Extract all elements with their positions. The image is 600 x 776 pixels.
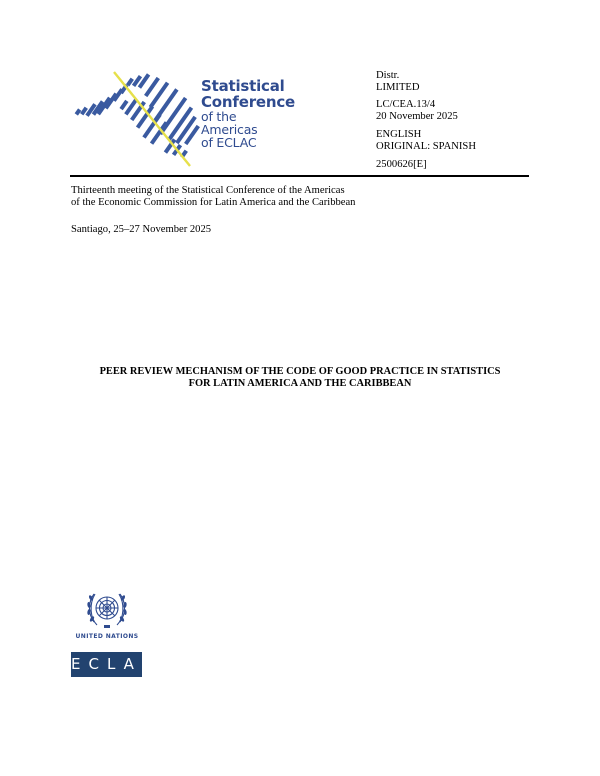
conference-logo	[72, 70, 296, 168]
conference-logo-text	[201, 78, 295, 149]
document-date: 20 November 2025	[376, 111, 458, 122]
logo-line-1: Statistical	[201, 77, 285, 95]
document-code: 2500626[E]	[376, 159, 427, 170]
place-and-date: Santiago, 25–27 November 2025	[71, 224, 212, 235]
distr-label: Distr.	[376, 70, 400, 81]
original-language: ORIGINAL: SPANISH	[376, 141, 476, 152]
title-line-2: FOR LATIN AMERICA AND THE CARIBBEAN	[188, 378, 412, 389]
title-line-1: PEER REVIEW MECHANISM OF THE CODE OF GOOD PRACTICE IN STATISTICS	[99, 366, 501, 377]
americas-map-graphic	[72, 70, 200, 168]
logo-line-3: of the Americas	[201, 109, 258, 137]
logo-line-4: of ECLAC	[201, 135, 257, 150]
meeting-info	[71, 185, 471, 209]
document-symbol: LC/CEA.13/4	[376, 99, 436, 110]
document-language: ENGLISH	[376, 129, 422, 140]
eclac-logo-text: ECLAC	[71, 655, 161, 673]
header-rule	[70, 175, 529, 177]
logo-line-2: Conference	[201, 93, 296, 111]
document-title	[60, 366, 540, 390]
united-nations-label: UNITED NATIONS	[75, 633, 139, 640]
meeting-line-1: Thirteenth meeting of the Statistical Conference of the Americas	[71, 185, 345, 196]
un-emblem-icon	[82, 588, 132, 632]
eclac-logo	[71, 652, 161, 677]
distr-value: LIMITED	[376, 82, 420, 93]
meeting-line-2: of the Economic Commission for Latin America and the Caribbean	[71, 197, 356, 208]
